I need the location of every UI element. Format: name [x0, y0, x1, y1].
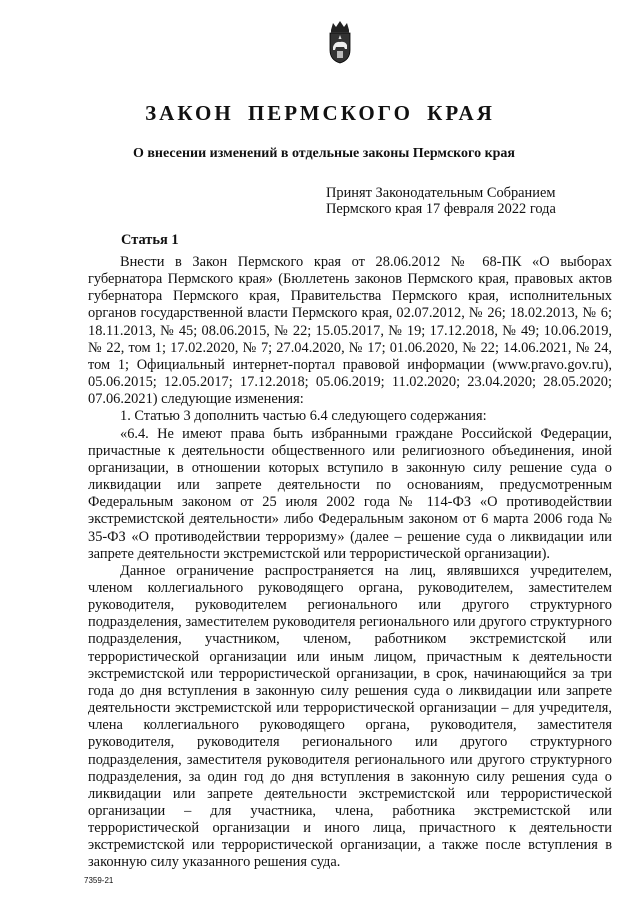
article-body	[88, 254, 612, 872]
paragraph-item-1: 1. Статью 3 дополнить частью 6.4 следующего содержания:	[120, 408, 487, 425]
adoption-note-line-1: Принят Законодательным Собранием	[326, 185, 556, 201]
paragraph-amendment-intro: Внести в Закон Пермского края от 28.06.2012 № 68-ПК «О выборах губернатора Пермского края» (Бюллетень законов Пермского края, правовых актов губернатора Пермского края, Правительства Пермского края, исполнительных органов государственной власти Пермского края, 02.07.2012, № 26; 18.02.2013, № 6; 18.11.2013, № 45; 08.06.2015, № 22; 15.05.2017, № 19; 17.12.2018, № 49; 10.06.2019, № 22, том 1; 17.02.2020, № 7; 27.04.2020, № 17; 01.06.2020, № 22; 14.06.2021, № 24, том 1; Официальный интернет-портал правовой информации (www.pravo.gov.ru), 05.06.2015; 12.05.2017; 17.12.2018; 05.06.2019; 11.02.2020; 23.04.2020; 28.05.2020; 07.06.2021) следующие изменения:	[88, 254, 612, 408]
law-subtitle: О внесении изменений в отдельные законы Пермского края	[132, 146, 515, 161]
adoption-note-line-2: Пермского края 17 февраля 2022 года	[326, 201, 556, 217]
paragraph-restriction: Данное ограничение распространяется на лиц, являвшихся учредителем, членом коллегиального руководящего органа, руководителем, заместителем руководителя, руководителем регионального или другого структурного подразделения, заместителем руководителя регионального или другого структурного подразделения, участником, членом, работником экстремистской или террористической организации или иным лицом, причастным к деятельности экстремистской или террористической организации, в срок, начинающийся за три года до дня вступления в законную силу решения суда о ликвидации или запрете деятельности экстремистской или террористической организации – для учредителя, члена коллегиального руководящего органа, руководителя, заместителя руководителя, руководителя регионального или другого структурного подразделения, заместителя руководителя регионального или другого структурного подразделения, за один год до дня вступления в законную силу решения суда о ликвидации или запрете деятельности экстремистской или террористической организации – для участника, члена, работника экстремистской или террористической организации и иного лица, причастного к деятельности экстремистской или террористической организации, а также после вступления в законную силу указанного решения суда.	[88, 562, 612, 871]
paragraph-part-6-4: «6.4. Не имеют права быть избранными граждане Российской Федерации, причастные к деятельности общественного или религиозного объединения, иной организации, в отношении которых вступило в законную силу решение суда о ликвидации или запрете деятельности по основаниям, предусмотренным Федеральным законом от 25 июля 2002 года № 114-ФЗ «О противодействии экстремистской деятельности» либо Федеральным законом от 6 марта 2006 года № 35-ФЗ «О противодействии терроризму» (далее – решение суда о ликвидации или запрете деятельности экстремистской или террористической организации).	[88, 425, 612, 562]
document-code: 7359-21	[84, 876, 114, 885]
law-title: ЗАКОН ПЕРМСКОГО КРАЯ	[145, 101, 495, 125]
perm-krai-coat-of-arms-icon	[327, 20, 353, 64]
adoption-note	[326, 185, 586, 217]
article-heading: Статья 1	[121, 232, 179, 248]
